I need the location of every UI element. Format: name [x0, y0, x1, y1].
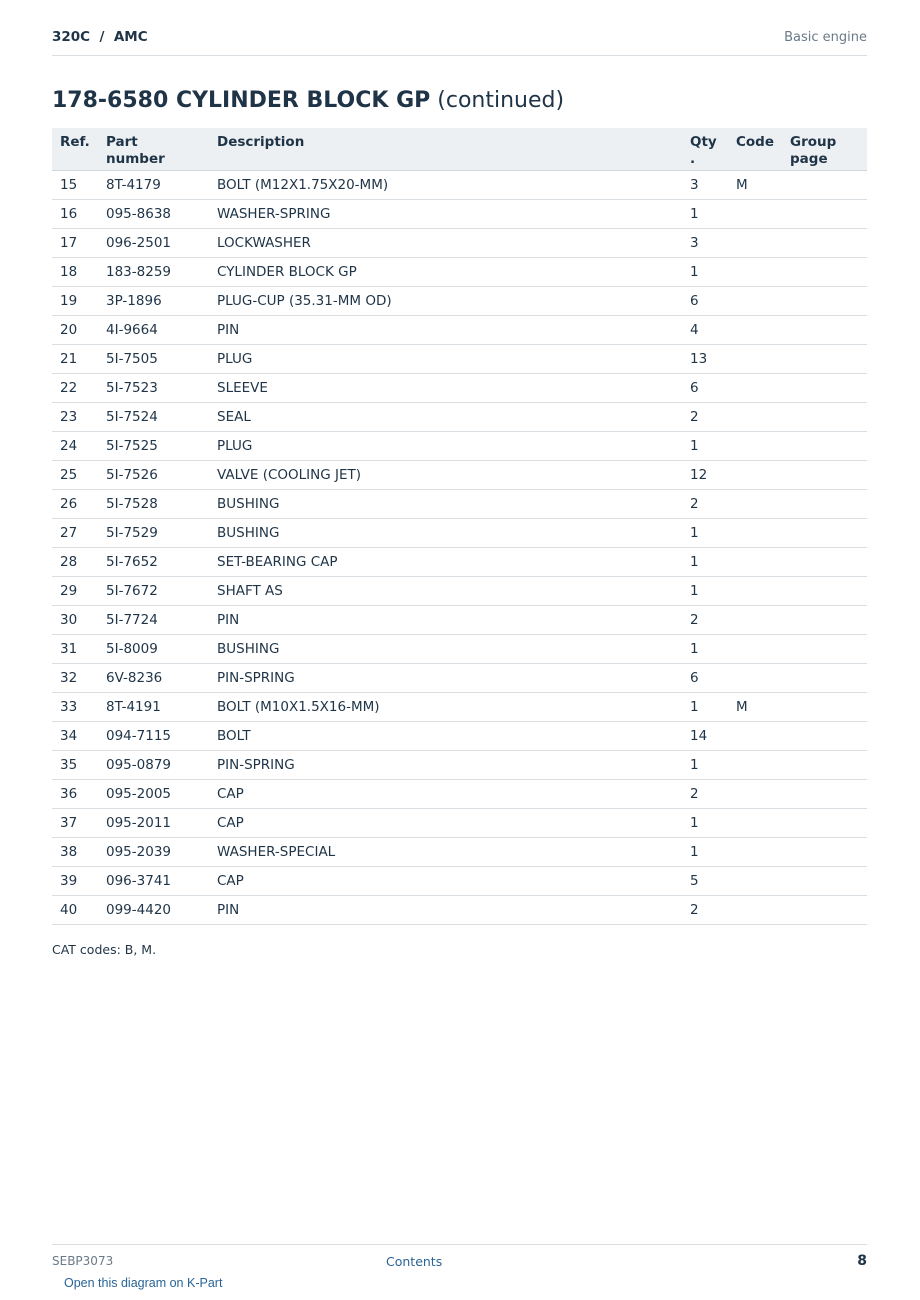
cell-code: M — [728, 170, 782, 199]
cell-qty: 6 — [682, 373, 728, 402]
cell-group-page — [782, 895, 867, 924]
cell-ref: 22 — [52, 373, 98, 402]
cell-code — [728, 373, 782, 402]
cell-description: PIN-SPRING — [209, 750, 682, 779]
cell-ref: 34 — [52, 721, 98, 750]
cell-qty: 3 — [682, 228, 728, 257]
table-row — [52, 518, 867, 547]
cell-part-number: 5I-7529 — [98, 518, 209, 547]
cell-ref: 29 — [52, 576, 98, 605]
cell-group-page — [782, 779, 867, 808]
column-header-group-page: Group page — [782, 128, 867, 170]
cell-qty: 1 — [682, 199, 728, 228]
cell-part-number: 095-8638 — [98, 199, 209, 228]
cell-ref: 19 — [52, 286, 98, 315]
cat-codes-note: CAT codes: B, M. — [52, 942, 157, 957]
cell-code — [728, 837, 782, 866]
cell-group-page — [782, 199, 867, 228]
table-row — [52, 402, 867, 431]
table-row — [52, 199, 867, 228]
cell-code — [728, 634, 782, 663]
cell-description: PIN — [209, 315, 682, 344]
table-row — [52, 257, 867, 286]
cell-description: BUSHING — [209, 489, 682, 518]
table-row — [52, 837, 867, 866]
cell-description: SET-BEARING CAP — [209, 547, 682, 576]
cell-description: BUSHING — [209, 634, 682, 663]
cell-group-page — [782, 228, 867, 257]
cell-part-number: 5I-7652 — [98, 547, 209, 576]
cell-group-page — [782, 692, 867, 721]
cell-ref: 17 — [52, 228, 98, 257]
cell-part-number: 5I-7524 — [98, 402, 209, 431]
table-row — [52, 373, 867, 402]
cell-qty: 1 — [682, 257, 728, 286]
cell-description: WASHER-SPECIAL — [209, 837, 682, 866]
column-header-part-number: Part number — [98, 128, 209, 170]
cell-qty: 6 — [682, 286, 728, 315]
cell-ref: 24 — [52, 431, 98, 460]
cell-description: CAP — [209, 779, 682, 808]
cell-part-number: 096-2501 — [98, 228, 209, 257]
cell-code: M — [728, 692, 782, 721]
cell-code — [728, 518, 782, 547]
page-number: 8 — [857, 1253, 867, 1269]
cell-part-number: 6V-8236 — [98, 663, 209, 692]
parts-table-body — [52, 170, 867, 924]
cell-code — [728, 605, 782, 634]
cell-qty: 13 — [682, 344, 728, 373]
cell-ref: 32 — [52, 663, 98, 692]
cell-group-page — [782, 837, 867, 866]
cell-description: PIN — [209, 605, 682, 634]
cell-qty: 1 — [682, 808, 728, 837]
page-title-suffix: (continued) — [430, 88, 565, 113]
cell-ref: 27 — [52, 518, 98, 547]
cell-group-page — [782, 605, 867, 634]
cell-part-number: 4I-9664 — [98, 315, 209, 344]
cell-qty: 2 — [682, 605, 728, 634]
open-kpart-link[interactable]: Open this diagram on K-Part — [64, 1276, 223, 1290]
cell-ref: 18 — [52, 257, 98, 286]
cell-part-number: 095-0879 — [98, 750, 209, 779]
cell-description: PIN — [209, 895, 682, 924]
cell-code — [728, 431, 782, 460]
cell-part-number: 8T-4191 — [98, 692, 209, 721]
cell-code — [728, 895, 782, 924]
cell-group-page — [782, 315, 867, 344]
cell-part-number: 099-4420 — [98, 895, 209, 924]
cell-code — [728, 663, 782, 692]
cell-group-page — [782, 257, 867, 286]
cell-ref: 30 — [52, 605, 98, 634]
cell-part-number: 5I-7523 — [98, 373, 209, 402]
cell-description: CYLINDER BLOCK GP — [209, 257, 682, 286]
cell-qty: 2 — [682, 895, 728, 924]
cell-ref: 31 — [52, 634, 98, 663]
cell-part-number: 3P-1896 — [98, 286, 209, 315]
cell-part-number: 5I-8009 — [98, 634, 209, 663]
cell-group-page — [782, 170, 867, 199]
table-row — [52, 721, 867, 750]
cell-code — [728, 344, 782, 373]
cell-qty: 1 — [682, 837, 728, 866]
cell-ref: 40 — [52, 895, 98, 924]
cell-group-page — [782, 866, 867, 895]
cell-code — [728, 750, 782, 779]
table-row — [52, 634, 867, 663]
cell-ref: 16 — [52, 199, 98, 228]
table-row — [52, 605, 867, 634]
cell-code — [728, 808, 782, 837]
cell-ref: 33 — [52, 692, 98, 721]
table-row — [52, 895, 867, 924]
cell-description: BOLT (M12X1.75X20-MM) — [209, 170, 682, 199]
cell-group-page — [782, 402, 867, 431]
cell-ref: 26 — [52, 489, 98, 518]
cell-qty: 2 — [682, 402, 728, 431]
table-row — [52, 808, 867, 837]
table-row — [52, 692, 867, 721]
contents-link[interactable]: Contents — [386, 1254, 443, 1269]
cell-group-page — [782, 721, 867, 750]
table-row — [52, 286, 867, 315]
cell-qty: 1 — [682, 750, 728, 779]
cell-group-page — [782, 431, 867, 460]
cell-ref: 23 — [52, 402, 98, 431]
cell-ref: 38 — [52, 837, 98, 866]
cell-part-number: 183-8259 — [98, 257, 209, 286]
table-row — [52, 431, 867, 460]
table-row — [52, 547, 867, 576]
cell-part-number: 094-7115 — [98, 721, 209, 750]
cell-code — [728, 576, 782, 605]
cell-description: CAP — [209, 808, 682, 837]
cell-ref: 15 — [52, 170, 98, 199]
cell-group-page — [782, 373, 867, 402]
cell-qty: 3 — [682, 170, 728, 199]
cell-part-number: 5I-7525 — [98, 431, 209, 460]
cell-code — [728, 547, 782, 576]
cell-code — [728, 866, 782, 895]
cell-group-page — [782, 460, 867, 489]
cell-part-number: 5I-7724 — [98, 605, 209, 634]
cell-ref: 21 — [52, 344, 98, 373]
cell-code — [728, 199, 782, 228]
cell-description: PLUG-CUP (35.31-MM OD) — [209, 286, 682, 315]
cell-qty: 1 — [682, 518, 728, 547]
cell-group-page — [782, 808, 867, 837]
table-row — [52, 344, 867, 373]
cell-part-number: 095-2005 — [98, 779, 209, 808]
column-header-description: Description — [209, 128, 682, 170]
cell-qty: 1 — [682, 576, 728, 605]
page-title — [52, 88, 564, 113]
cell-part-number: 8T-4179 — [98, 170, 209, 199]
cell-qty: 1 — [682, 547, 728, 576]
cell-description: SLEEVE — [209, 373, 682, 402]
cell-ref: 36 — [52, 779, 98, 808]
cell-description: BOLT — [209, 721, 682, 750]
cell-group-page — [782, 634, 867, 663]
table-row — [52, 315, 867, 344]
cell-part-number: 095-2039 — [98, 837, 209, 866]
breadcrumb: 320C / AMC — [52, 29, 148, 45]
table-row — [52, 779, 867, 808]
cell-qty: 1 — [682, 634, 728, 663]
cell-description: SHAFT AS — [209, 576, 682, 605]
parts-table — [52, 128, 867, 925]
cell-part-number: 5I-7528 — [98, 489, 209, 518]
cell-description: BUSHING — [209, 518, 682, 547]
table-row — [52, 228, 867, 257]
table-row — [52, 576, 867, 605]
page-title-code: 178-6580 CYLINDER BLOCK GP — [52, 88, 431, 113]
cell-description: BOLT (M10X1.5X16-MM) — [209, 692, 682, 721]
page-header — [52, 28, 867, 56]
cell-group-page — [782, 286, 867, 315]
cell-description: SEAL — [209, 402, 682, 431]
column-header-ref: Ref. — [52, 128, 98, 170]
cell-code — [728, 460, 782, 489]
cell-qty: 5 — [682, 866, 728, 895]
cell-qty: 4 — [682, 315, 728, 344]
table-row — [52, 170, 867, 199]
cell-code — [728, 257, 782, 286]
cell-qty: 1 — [682, 431, 728, 460]
cell-description: PIN-SPRING — [209, 663, 682, 692]
cell-group-page — [782, 750, 867, 779]
table-row — [52, 489, 867, 518]
cell-code — [728, 315, 782, 344]
cell-qty: 6 — [682, 663, 728, 692]
cell-code — [728, 721, 782, 750]
cell-part-number: 5I-7526 — [98, 460, 209, 489]
cell-description: PLUG — [209, 431, 682, 460]
cell-description: CAP — [209, 866, 682, 895]
cell-code — [728, 489, 782, 518]
cell-description: PLUG — [209, 344, 682, 373]
table-header-row — [52, 128, 867, 170]
cell-code — [728, 779, 782, 808]
document-id: SEBP3073 — [52, 1254, 114, 1268]
cell-qty: 2 — [682, 489, 728, 518]
table-row — [52, 750, 867, 779]
section-name: Basic engine — [784, 30, 867, 45]
page-footer — [52, 1244, 867, 1275]
column-header-code: Code — [728, 128, 782, 170]
cell-ref: 35 — [52, 750, 98, 779]
cell-qty: 1 — [682, 692, 728, 721]
cell-code — [728, 228, 782, 257]
column-header-qty: Qty . — [682, 128, 728, 170]
cell-ref: 28 — [52, 547, 98, 576]
cell-description: VALVE (COOLING JET) — [209, 460, 682, 489]
cell-part-number: 5I-7505 — [98, 344, 209, 373]
table-row — [52, 663, 867, 692]
cell-group-page — [782, 489, 867, 518]
cell-code — [728, 402, 782, 431]
cell-part-number: 095-2011 — [98, 808, 209, 837]
table-row — [52, 866, 867, 895]
cell-ref: 39 — [52, 866, 98, 895]
cell-group-page — [782, 576, 867, 605]
cell-qty: 14 — [682, 721, 728, 750]
cell-group-page — [782, 518, 867, 547]
cell-group-page — [782, 344, 867, 373]
cell-qty: 2 — [682, 779, 728, 808]
cell-ref: 37 — [52, 808, 98, 837]
cell-description: LOCKWASHER — [209, 228, 682, 257]
cell-code — [728, 286, 782, 315]
cell-group-page — [782, 547, 867, 576]
cell-part-number: 5I-7672 — [98, 576, 209, 605]
cell-ref: 25 — [52, 460, 98, 489]
cell-part-number: 096-3741 — [98, 866, 209, 895]
cell-qty: 12 — [682, 460, 728, 489]
cell-ref: 20 — [52, 315, 98, 344]
cell-description: WASHER-SPRING — [209, 199, 682, 228]
table-row — [52, 460, 867, 489]
cell-group-page — [782, 663, 867, 692]
